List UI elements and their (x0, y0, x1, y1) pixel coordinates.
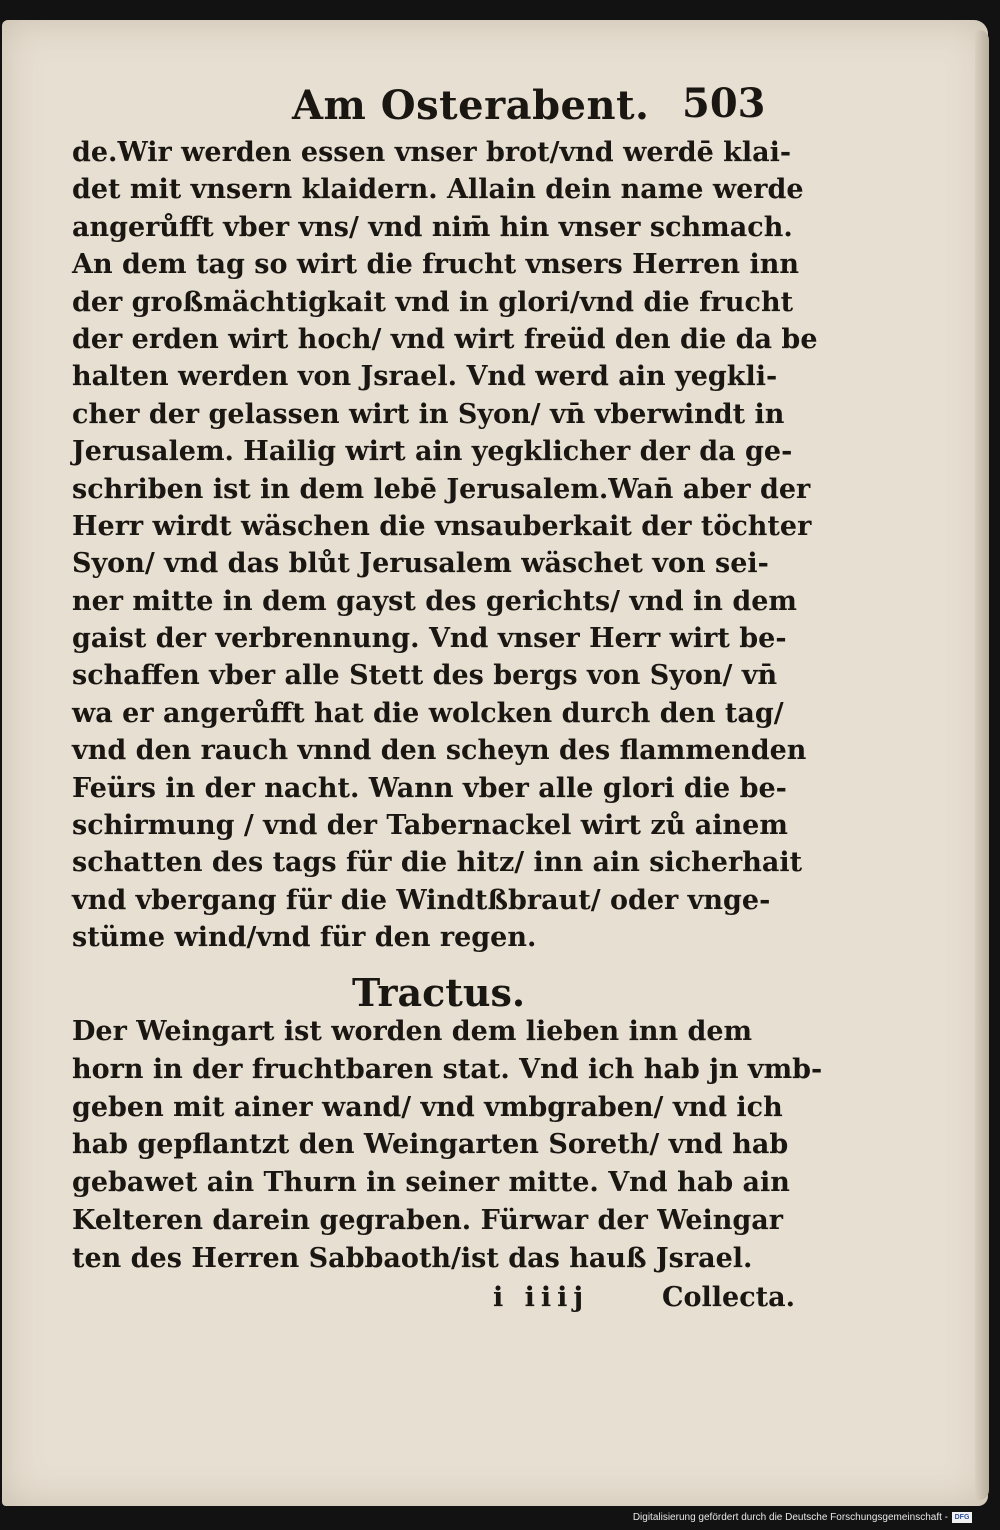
text-line: geben mit ainer wand/ vnd vmbgraben/ vnd ich (72, 1091, 783, 1123)
text-line: wa er angerůfft hat die wolcken durch den tag/ (72, 697, 784, 729)
text-line: stüme wind/vnd für den regen. (72, 922, 537, 954)
text-line: Jerusalem. Hailig wirt ain yegklicher der da ge- (72, 436, 793, 468)
text-line: halten werden von Jsrael. Vnd werd ain yegkli- (72, 361, 778, 393)
text-line: gebawet ain Thurn in seiner mitte. Vnd hab ain (72, 1167, 790, 1199)
text-line: angerůfft vber vns/ vnd nim̄ hin vnser schmach. (72, 211, 793, 243)
text-line: cher der gelassen wirt in Syon/ vn̄ vberwindt in (72, 398, 785, 430)
page-footer (0, 1282, 1000, 1322)
text-line: vnd den rauch vnnd den scheyn des flammenden (72, 735, 807, 767)
text-line: schatten des tags für die hitz/ inn ain sicherhait (72, 847, 803, 879)
digitization-credit (633, 1512, 972, 1523)
catchword: Collecta. (662, 1282, 795, 1313)
text-line: det mit vnsern klaidern. Allain dein name werde (72, 174, 804, 206)
section-heading-tractus: Tractus. (352, 970, 526, 1015)
page-header (70, 78, 800, 138)
text-line: schriben ist in dem lebē Jerusalem.Wan̄ aber der (72, 473, 811, 505)
text-line: Herr wirdt wäschen die vnsauberkait der töchter (72, 510, 812, 542)
signature-mark: i iiij (493, 1282, 590, 1313)
text-line: schaffen vber alle Stett des bergs von Syon/ vn̄ (72, 660, 778, 692)
text-line: hab gepflantzt den Weingarten Soreth/ vnd hab (72, 1129, 789, 1161)
text-line: schirmung / vnd der Tabernackel wirt zů ainem (72, 810, 788, 842)
text-line: der großmächtigkait vnd in glori/vnd die frucht (72, 286, 794, 318)
text-line: ner mitte in dem gayst des gerichts/ vnd in dem (72, 585, 797, 617)
text-line: An dem tag so wirt die frucht vnsers Herren inn (72, 249, 799, 281)
text-line: ten des Herren Sabbaoth/ist das hauß Jsrael. (72, 1242, 753, 1274)
text-line: Der Weingart ist worden dem lieben inn dem (72, 1016, 753, 1047)
body-text (72, 134, 818, 957)
text-line: vnd vbergang für die Windtßbraut/ oder vnge- (72, 884, 771, 916)
text-line: de.Wir werden essen vnser brot/vnd werdē klai- (72, 137, 792, 168)
text-line: der erden wirt hoch/ vnd wirt freüd den die da be (72, 323, 818, 355)
text-line: Syon/ vnd das blůt Jerusalem wäschet von sei- (72, 548, 769, 580)
dfg-logo-icon: DFG (952, 1512, 972, 1523)
tractus-text (72, 1013, 823, 1278)
running-head: Am Osterabent. (292, 82, 650, 129)
text-line: horn in der fruchtbaren stat. Vnd ich hab jn vmb- (72, 1053, 823, 1085)
text-line: gaist der verbrennung. Vnd vnser Herr wirt be- (72, 623, 787, 655)
page-edge (975, 30, 989, 1500)
text-line: Feürs in der nacht. Wann vber alle glori die be- (72, 772, 787, 804)
credit-text: Digitalisierung gefördert durch die Deutsche Forschungsgemeinschaft - (632, 1512, 948, 1523)
text-line: Kelteren darein gegraben. Fürwar der Weingar (72, 1204, 783, 1236)
page-number: 503 (682, 80, 766, 127)
